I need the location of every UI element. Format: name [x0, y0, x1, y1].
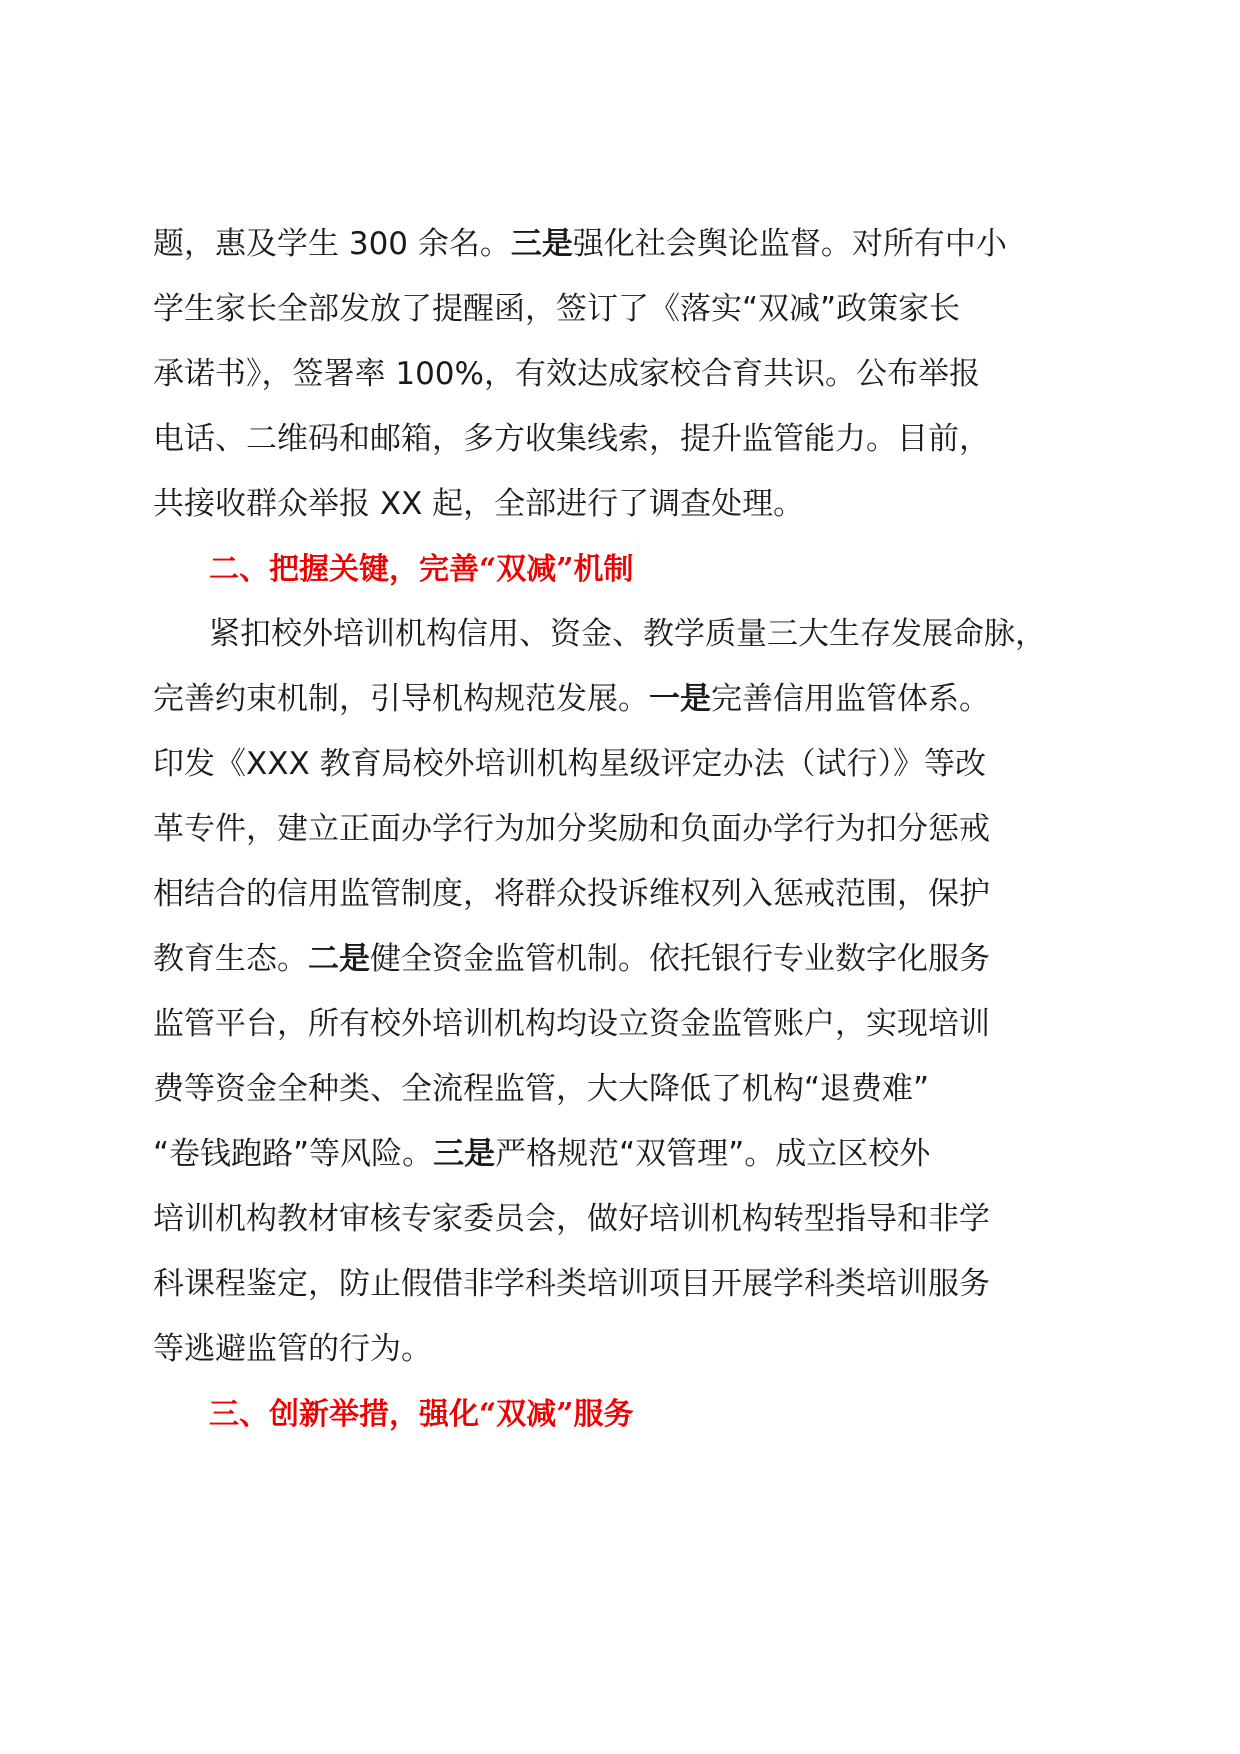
section-heading-3: 三、创新举措，强化“双减”服务 [209, 1397, 634, 1432]
paragraph-line: 紧扣校外培训机构信用、资金、教学质量三大生存发展命脉， [209, 616, 1046, 652]
emphasis-text: 三是 [433, 1136, 496, 1172]
text-run: 健全资金监管机制。依托银行专业数字化服务 [370, 941, 990, 977]
paragraph-line: 共接收群众举报 XX 起，全部进行了调查处理。 [153, 486, 805, 522]
section-heading-2: 二、把握关键，完善“双减”机制 [209, 552, 634, 587]
paragraph-line: 承诺书》，签署率 100%，有效达成家校合育共识。公布举报 [153, 356, 980, 392]
text-run: 完善约束机制，引导机构规范发展。 [153, 681, 649, 717]
document-body [153, 212, 1123, 1447]
paragraph-line [153, 927, 1123, 992]
text-run: 教育生态。 [153, 941, 308, 977]
emphasis-text: 一是 [649, 681, 711, 717]
paragraph-line: 印发《XXX 教育局校外培训机构星级评定办法（试行）》等改 [153, 746, 987, 782]
paragraph-line: 学生家长全部发放了提醒函，签订了《落实“双减”政策家长 [153, 291, 961, 327]
paragraph-line: 相结合的信用监管制度，将群众投诉维权列入惩戒范围，保护 [153, 876, 990, 912]
paragraph-line: 费等资金全种类、全流程监管，大大降低了机构“退费难” [153, 1071, 930, 1107]
text-run: 题，惠及学生 300 余名。 [153, 226, 511, 262]
paragraph-line: 培训机构教材审核专家委员会，做好培训机构转型指导和非学 [153, 1201, 990, 1237]
emphasis-text: 二是 [308, 941, 370, 977]
paragraph-line: 监管平台，所有校外培训机构均设立资金监管账户，实现培训 [153, 1006, 990, 1042]
text-run: “卷钱跑路”等风险。 [153, 1136, 434, 1172]
paragraph-line: 科课程鉴定，防止假借非学科类培训项目开展学科类培训服务 [153, 1266, 990, 1302]
text-run: 强化社会舆论监督。对所有中小 [572, 226, 1007, 262]
paragraph-line [153, 1122, 1123, 1187]
emphasis-text: 三是 [510, 226, 573, 262]
text-run: 严格规范“双管理”。成立区校外 [495, 1136, 931, 1172]
paragraph-line: 等逃避监管的行为。 [153, 1331, 432, 1367]
paragraph-line: 革专件，建立正面办学行为加分奖励和负面办学行为扣分惩戒 [153, 811, 990, 847]
paragraph-line [153, 667, 1123, 732]
paragraph-line: 电话、二维码和邮箱，多方收集线索，提升监管能力。目前， [153, 421, 990, 457]
text-run: 完善信用监管体系。 [711, 681, 990, 717]
paragraph-line [153, 212, 1123, 277]
